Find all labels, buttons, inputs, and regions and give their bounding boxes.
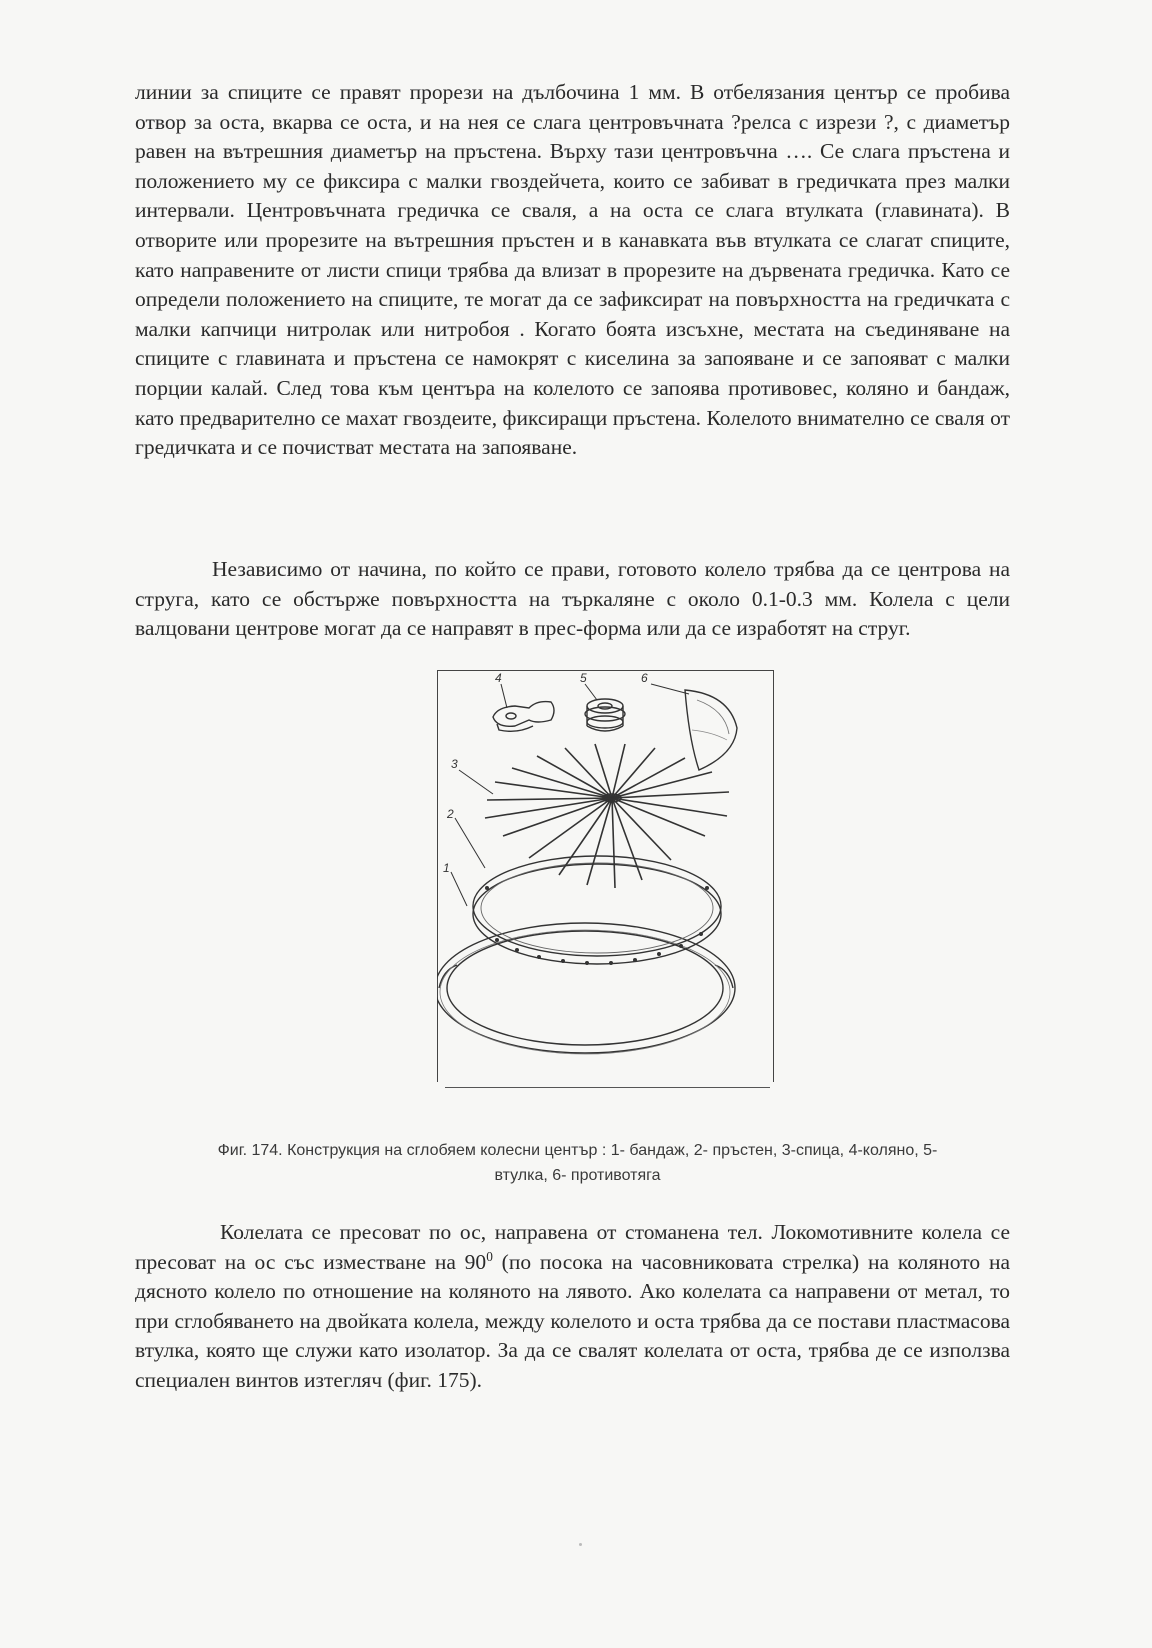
figure-caption: [145, 1138, 1010, 1188]
degree-superscript: 0: [486, 1248, 493, 1264]
paragraph-3-start: Колелата се пресоват по ос, направена от стоманена тел. Локомотивните колела се пресоват на ос със изместване на 90: [135, 1220, 1010, 1274]
paragraph-1: линии за спиците се правят прорези на дълбочина 1 мм. В отбелязания център се пробива отвор за оста, вкарва се оста, и на нея се слага центровъчната ?релса с изрези ?, с диаметър равен на вътрешния диаметър на пръстена. Върху тази центровъчна …. Се слага пръстена и положението му се фиксира с малки гвоздейчета, които се забиват в гредичката през малки интервали. Центровъчната гредичка се сваля, а на оста се слага втулката (главината). В отворите или прорезите на вътрешния пръстен и в канавката във втулката се слагат спиците, като направените от листи спици трябва да влизат в прорезите на дървената гредичка. Като се определи положението на спиците, те могат да се зафиксират на повърхността на гредичката с малки капчици нитролак или нитробоя . Когато боята изсъхне, местата на съединяване на спиците с главината и пръстена се намокрят с киселина за запояване и се запояват с малки порции калай. След това към центъра на колелото се запоява противовес, коляно и бандаж, като предварително се махат гвоздеите, фиксиращи пръстена. Колелото внимателно се сваля от гредичката и се почистват местата на запояване.: [135, 80, 1010, 460]
paragraph-3: [135, 1218, 1010, 1396]
paragraph-2: Независимо от начина, по който се прави, готовото колело трябва да се центрова на струга, като се обстърже повърхността на търкаляне с около 0.1-0.3 мм. Колела с цели валцовани центрове могат да се направят в прес-форма или да се изработят на струг.: [135, 557, 1010, 641]
leader-lines: [451, 684, 689, 906]
figure-divider: [445, 1087, 770, 1088]
label-1: 1: [443, 861, 450, 875]
bandage-part: [437, 923, 735, 1054]
hub-part: [585, 699, 625, 731]
label-4: 4: [495, 671, 502, 685]
label-2: 2: [447, 807, 454, 821]
counterweight-part: [685, 690, 737, 770]
label-5: 5: [580, 671, 587, 685]
label-3: 3: [451, 757, 458, 771]
wheel-assembly-figure: [437, 670, 772, 1081]
paragraph-3-end: (по посока на часовниковата стрелка) на коляното на дясното колело по отношение на коляното на лявото. Ако колелата са направени от метал, то при сглобяването на двойката колела, между колелото и оста трябва да се постави пластмасова втулка, която ще служи като изолатор. За да се свалят колелата от оста, трябва де се използва специален винтов изтегляч (фиг. 175).: [135, 1249, 1010, 1392]
crank-part: [493, 702, 554, 732]
caption-line-2: втулка, 6- противотяга: [494, 1167, 661, 1184]
scan-speck: [579, 1543, 582, 1546]
caption-line-1: Фиг. 174. Конструкция на сглобяем колесни център : 1- бандаж, 2- пръстен, 3-спица, 4-коляно, 5-: [217, 1142, 938, 1159]
label-6: 6: [641, 671, 648, 685]
